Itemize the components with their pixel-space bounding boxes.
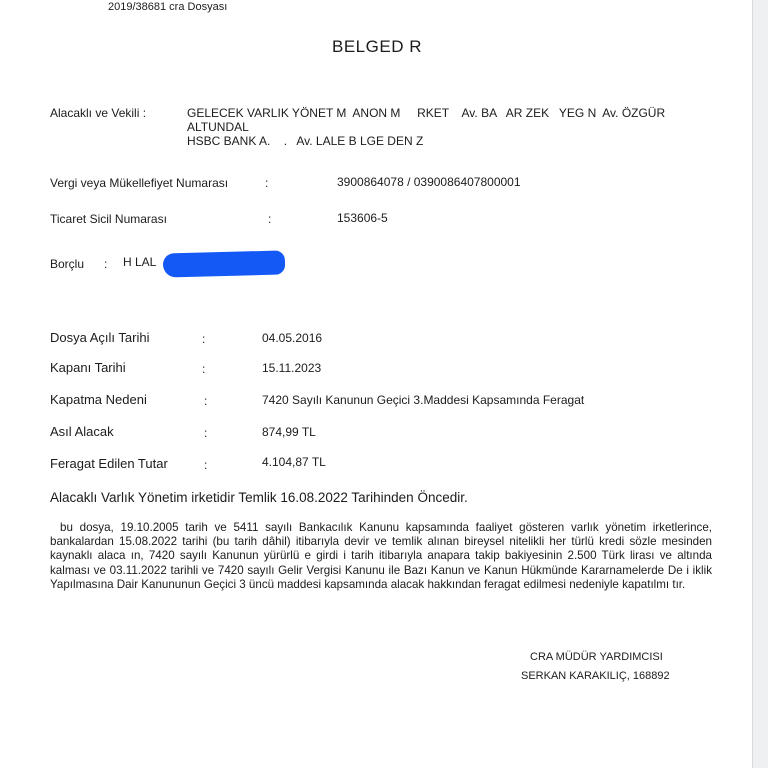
signatory-title: CRA MÜDÜR YARDIMCISI [530,651,663,663]
creditor-line-2: ALTUNDAL [187,120,249,134]
opening-date-colon: : [202,332,206,346]
assignment-statement: Alacaklı Varlık Yönetim irketidir Temlik 16.08.2022 Tarihinden Öncedir. [50,490,468,505]
opening-date-label: Dosya Açılı Tarihi [50,330,150,345]
trade-registry-value: 153606-5 [337,211,388,225]
principal-colon: : [204,426,208,440]
tax-number-colon: : [265,176,269,190]
tax-number-value: 3900864078 / 0390086407800001 [337,175,521,189]
closing-date-colon: : [202,362,206,376]
trade-registry-label: Ticaret Sicil Numarası [50,212,167,226]
file-number: 2019/38681 cra Dosyası [108,1,228,13]
principal-label: Asıl Alacak [50,424,114,439]
creditor-line-1: GELECEK VARLIK YÖNET M ANON M RKET Av. BA AR ZEK YEG N Av. ÖZGÜR [187,106,666,120]
closing-reason-value: 7420 Sayılı Kanunun Geçici 3.Maddesi Kapsamında Feragat [262,393,585,407]
closing-reason-colon: : [204,394,208,408]
signatory-name: SERKAN KARAKILIÇ, 168892 [521,670,670,682]
creditor-line-3: HSBC BANK A. . Av. LALE B LGE DEN Z [187,134,424,148]
opening-date-value: 04.05.2016 [262,331,323,345]
waived-amount-label: Feragat Edilen Tutar [50,456,168,471]
explanation-paragraph: bu dosya, 19.10.2005 tarih ve 5411 sayılı Bankacılık Kanunu kapsamında faaliyet gösteren varlık yönetim irketlerince, bankalardan 15.08.2022 tarihi (bu tarih dâhil) itibarıyla devir ve temlik alınan bireysel nitelikli her türlü kredi sözle mesinden kaynaklı alaca ın, 7420 sayılı Kanunun yürürlü e girdi i tarih itibarıyla anapara takip bakiyesinin 2.500 Türk lirası ve altında kalması ve 03.11.2022 tarihli ve 7420 sayılı Gelir Vergisi Kanunu ile Bazı Kanun ve Kanun Hükmünde Kararnamelerde De i iklik Yapılmasına Dair Kanununun Geçici 3 üncü maddesi kapsamında alacak hakkından feragat edilmesi nedeniyle kapatılmı tır. [50,521,712,591]
tax-number-label: Vergi veya Mükellefiyet Numarası [50,176,229,190]
creditor-label: Alacaklı ve Vekili : [50,106,147,120]
redaction-mark [163,250,286,277]
debtor-name: H LAL [123,255,157,269]
debtor-colon: : [104,257,108,271]
waived-amount-colon: : [204,458,208,472]
waived-amount-value: 4.104,87 TL [262,455,326,469]
debtor-label: Borçlu [50,257,85,271]
principal-value: 874,99 TL [262,425,316,439]
closing-date-label: Kapanı Tarihi [50,360,126,375]
closing-date-value: 15.11.2023 [262,361,322,375]
closing-reason-label: Kapatma Nedeni [50,392,147,407]
creditor-block [187,106,665,148]
document-title: BELGED R [332,37,422,56]
trade-registry-colon: : [268,212,272,226]
